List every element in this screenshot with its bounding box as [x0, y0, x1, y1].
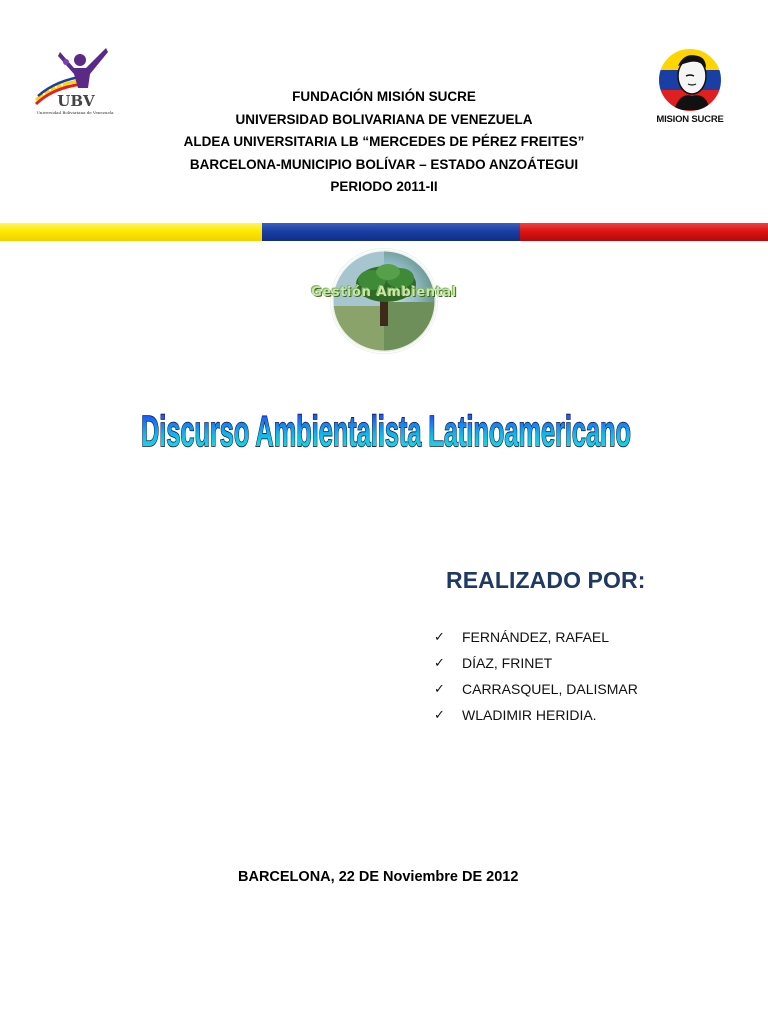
credits-heading: REALIZADO POR:: [446, 567, 646, 593]
author-name: WLADIMIR HERIDIA.: [462, 707, 597, 723]
author-item: [434, 702, 638, 728]
document-title-text: Discurso Ambientalista Latinoamericano: [141, 407, 631, 456]
header-line-aldea: ALDEA UNIVERSITARIA LB “MERCEDES DE PÉREZ FREITES”: [183, 134, 585, 149]
authors-list: [434, 624, 638, 728]
header-line-period: PERIODO 2011-II: [330, 179, 438, 194]
document-title: [136, 396, 636, 466]
gestion-ambiental-graphic: [268, 246, 500, 358]
check-icon: ✓: [434, 681, 445, 697]
header-line-foundation: FUNDACIÓN MISIÓN SUCRE: [292, 89, 476, 104]
check-icon: ✓: [434, 629, 445, 645]
gestion-ambiental-emblem: [268, 246, 500, 358]
tricolor-bar-blue: [262, 223, 520, 241]
author-item: [434, 650, 638, 676]
footer-date: BARCELONA, 22 DE Noviembre DE 2012: [238, 869, 519, 885]
mision-sucre-label: MISION SUCRE: [656, 114, 724, 125]
ubv-logo: [30, 44, 120, 126]
header-line-location: BARCELONA-MUNICIPIO BOLÍVAR – ESTADO ANZOÁTEGUI: [189, 156, 579, 172]
check-icon: ✓: [434, 655, 445, 671]
author-item: [434, 624, 638, 650]
tricolor-bar-yellow: [0, 223, 262, 241]
document-title-graphic: [136, 396, 636, 466]
tricolor-bar: [0, 223, 768, 241]
ubv-caption: Universidad Bolivariana de Venezuela: [36, 110, 114, 115]
author-name: CARRASQUEL, DALISMAR: [462, 681, 638, 697]
ubv-logo-graphic: [30, 44, 120, 114]
author-name: FERNÁNDEZ, RAFAEL: [462, 629, 610, 645]
ubv-logo-text: UBV: [57, 92, 95, 110]
mision-sucre-graphic: [650, 46, 730, 114]
institution-header: [120, 86, 648, 199]
tricolor-bar-red: [520, 223, 768, 241]
author-item: [434, 676, 638, 702]
mision-sucre-logo: [650, 46, 730, 132]
author-name: DÍAZ, FRINET: [462, 655, 553, 671]
header-line-university: UNIVERSIDAD BOLIVARIANA DE VENEZUELA: [235, 111, 533, 127]
check-icon: ✓: [434, 707, 445, 723]
gestion-ambiental-text: Gestión Ambiental: [311, 285, 457, 300]
